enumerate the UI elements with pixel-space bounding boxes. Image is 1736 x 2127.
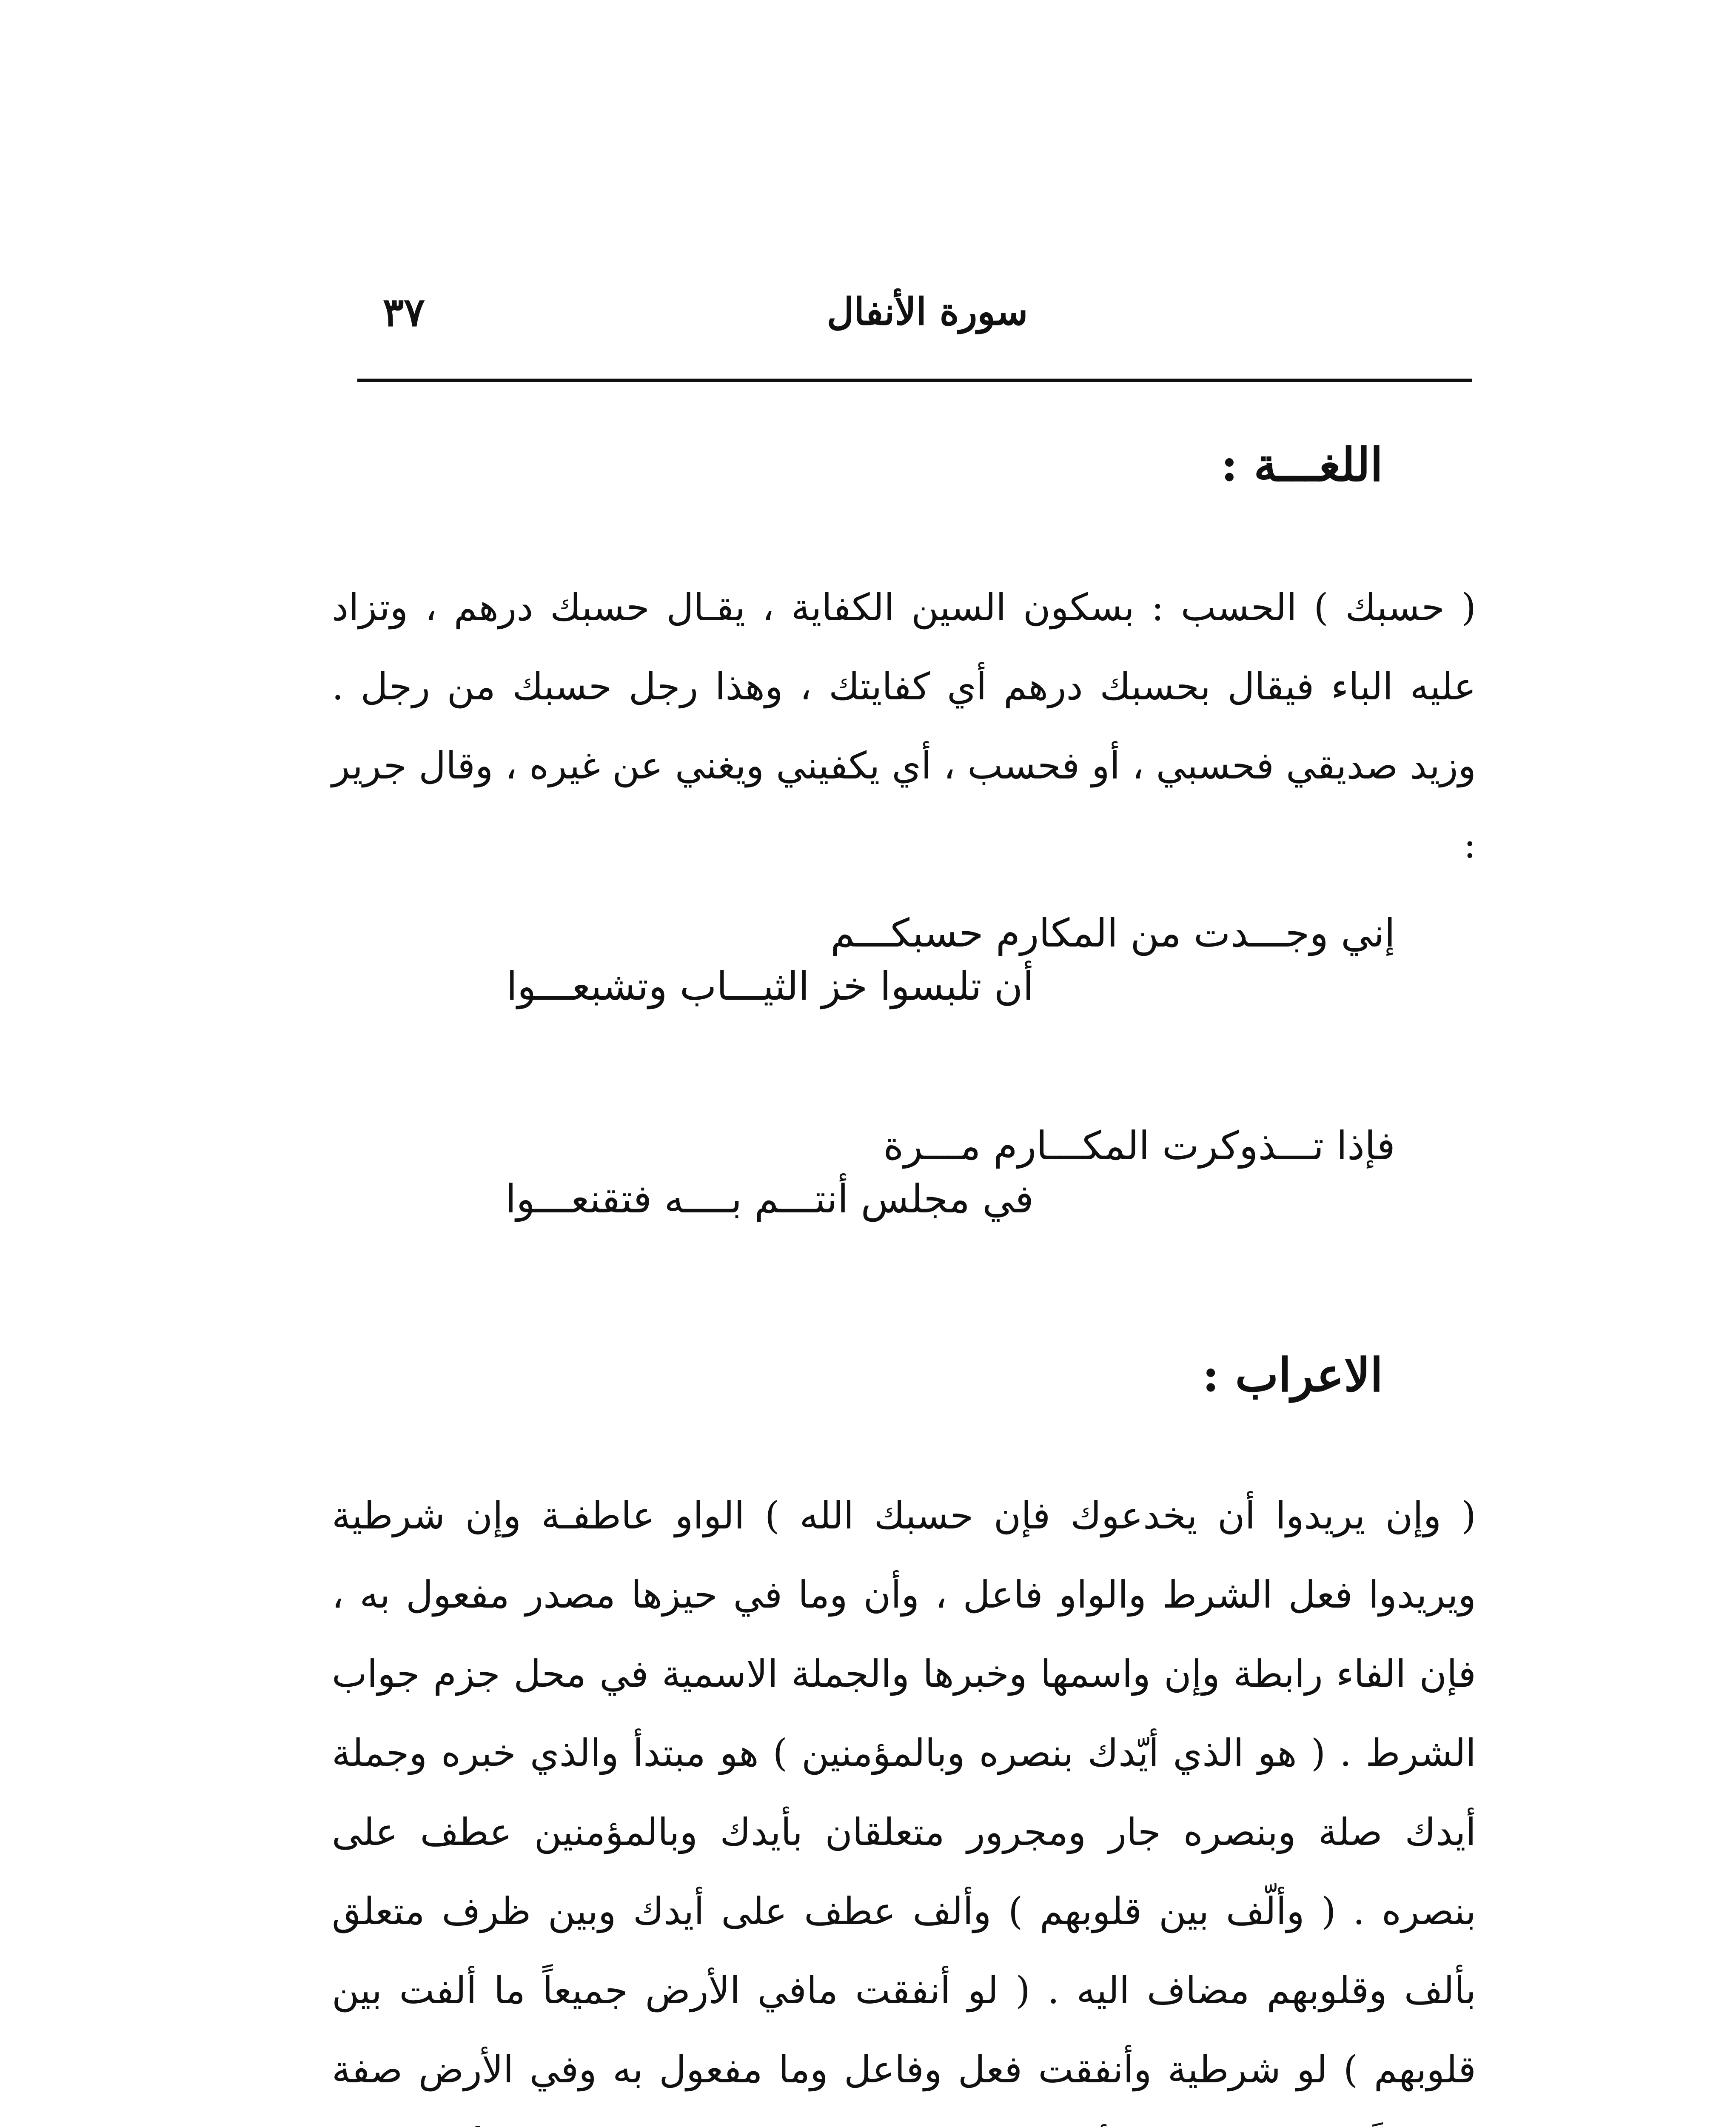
verse-first-hemistich: إني وجـــدت من المكارم حسبكـــم: [830, 910, 1395, 956]
verse-second-hemistich: في مجلس أنتـــم بــــه فتقنعـــوا: [505, 1176, 1034, 1222]
running-title: سورة الأنفال: [827, 289, 1028, 334]
poem: [332, 910, 1476, 1229]
irab-paragraph: ( وإن يريدوا أن يخدعوك فإن حسبك الله ) الواو عاطفـة وإن شرطية ويريدوا فعل الشرط والواو فاعل ، وأن وما في حيزها مصدر مفعول به ، فإن الفاء رابطة وإن واسمها وخبرها والجملة الاسمية في محل جزم جواب الشرط . ( هو الذي أيّدك بنصره وبالمؤمنين ) هو مبتدأ والذي خبره وجملة أيدك صلة وبنصره جار ومجرور متعلقان بأيدك وبالمؤمنين عطف على بنصره . ( وألّف بين قلوبهم ) وألف عطف على أيدك وبين ظرف متعلق بألف وقلوبهم مضاف اليه . ( لو أنفقت مافي الأرض جميعاً ما ألفت بين قلوبهم ) لو شرطية وأنفقت فعل وفاعل وما مفعول به وفي الأرض صفة: [332, 1494, 1476, 2091]
poem-verse: [332, 1123, 1476, 1229]
page-number: ٣٧: [383, 289, 425, 335]
lugha-paragraph: ( حسبك ) الحسب : بسكون السين الكفاية ، يقـال حسبك درهم ، وتزاد عليه الباء فيقال بحسبك درهم أي كفايتك ، وهذا رجل حسبك من رجل . وزيد صديقي فحسبي ، أو فحسب ، أي يكفيني ويغني عن غيره ، وقال جرير :: [332, 585, 1477, 867]
verse-second-hemistich: أن تلبسوا خز الثيـــاب وتشبعـــوا: [506, 964, 1034, 1009]
lugha-heading: اللغـــة :: [1220, 438, 1383, 492]
verse-first-hemistich: فإذا تـــذوكرت المكـــارم مـــرة: [883, 1123, 1395, 1169]
poem-verse: [332, 910, 1476, 1017]
page-header: [357, 272, 1472, 374]
header-rule: [357, 379, 1472, 382]
irab-heading: الاعراب :: [1202, 1349, 1383, 1402]
